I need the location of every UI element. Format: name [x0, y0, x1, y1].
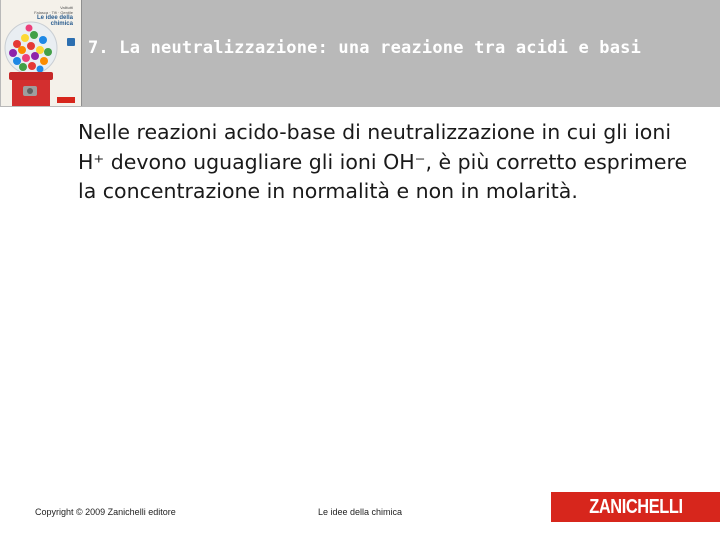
header-bar — [0, 0, 720, 107]
cover-publisher-icon — [67, 38, 75, 46]
footer-copyright: Copyright © 2009 Zanichelli editore — [35, 507, 176, 517]
cover-text-block — [23, 5, 79, 39]
book-cover-image — [1, 0, 82, 106]
cover-author-line: Valitutti — [60, 5, 73, 10]
publisher-logo-text: ZANICHELLI — [588, 496, 683, 518]
cover-book-title-line-2: chimica — [50, 21, 73, 27]
slide-title: 7. La neutralizzazione: una reazione tra acidi e basi — [88, 38, 642, 58]
cover-book-title-line-1: Le idee della — [36, 15, 73, 21]
cover-author-line-2: Falasca · Tifi · Gentile — [34, 10, 73, 15]
publisher-logo — [551, 492, 720, 522]
body-paragraph: Nelle reazioni acido-base di neutralizzazione in cui gli ioni H⁺ devono uguagliare gli ioni OH⁻, è più corretto esprimere la concentrazione in normalità e non in molarità. — [78, 120, 688, 203]
footer-series-title: Le idee della chimica — [318, 507, 403, 517]
